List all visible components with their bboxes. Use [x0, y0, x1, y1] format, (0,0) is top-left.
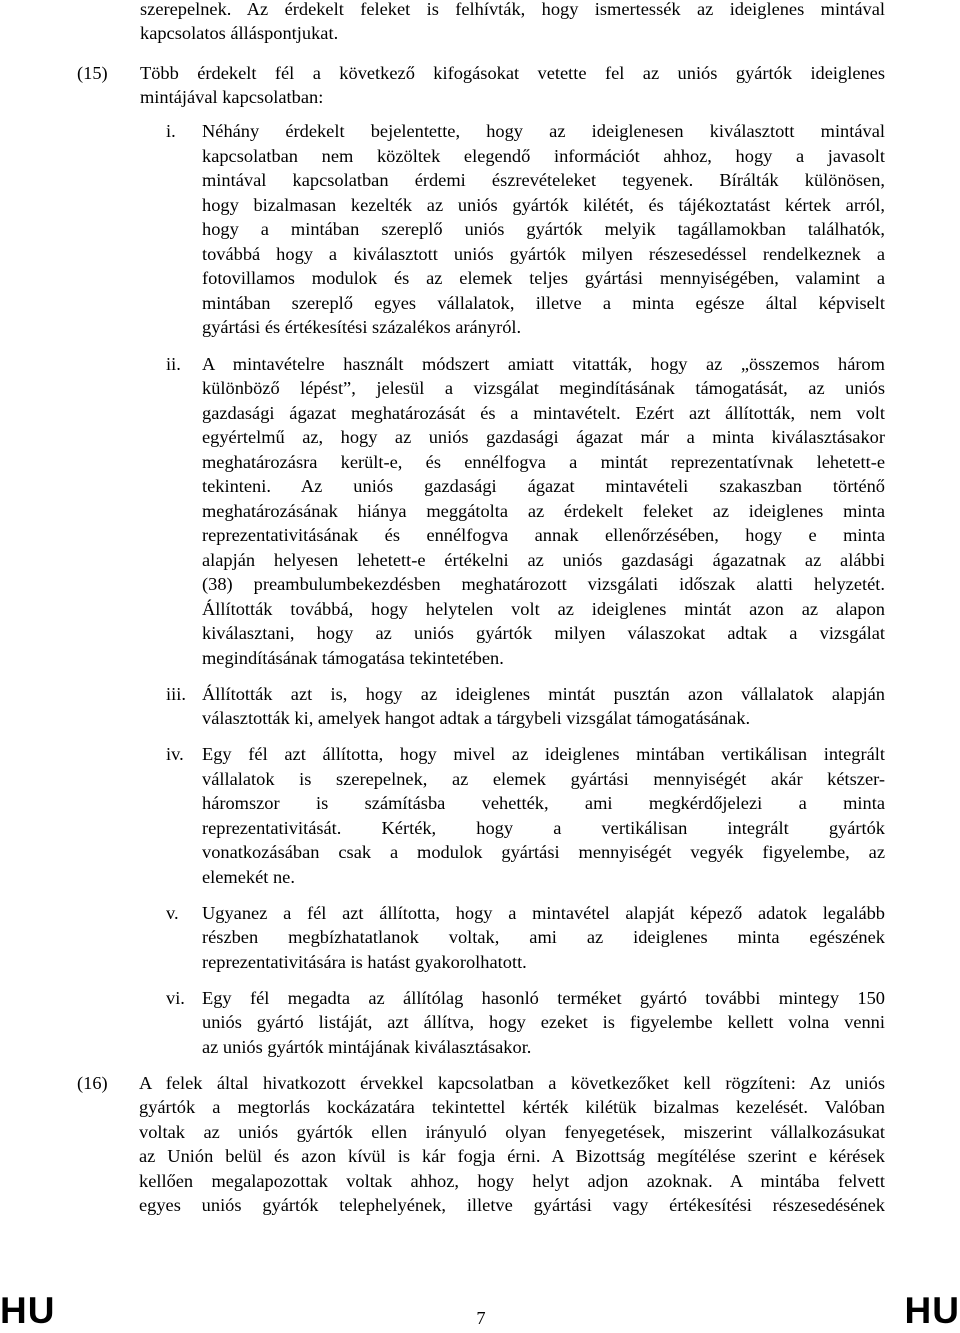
- footer-language-code-right: HU: [904, 1290, 960, 1331]
- item-v-line-3: reprezentativitására is hatást gyakorolhatott.: [202, 952, 527, 972]
- footer-language-code-left: HU: [0, 1290, 56, 1331]
- paragraph-16-line-2: gyártók a megtorlás kockázatára tekintettel kérték kilétük bizalmas kezelését. Valóban: [139, 1097, 885, 1117]
- item-iv-line-5: vonatkozásában csak a modulok gyártási mennyiségét vegyék figyelembe, az: [202, 842, 885, 862]
- item-ii-line-1: A mintavételre használt módszert amiatt vitatták, hogy az „összemos három: [202, 354, 885, 374]
- item-ii-line-5: meghatározásra került-e, és ennélfogva a mintát reprezentatívnak lehetett-e: [202, 452, 885, 472]
- item-ii-line-11: Állították továbbá, hogy helytelen volt az ideiglenes mintát azon az alapon: [202, 599, 885, 619]
- item-i-marker: i.: [166, 121, 176, 141]
- paragraph-16-line-1: A felek által hivatkozott érvekkel kapcsolatban a következőket kell rögzíteni: Az uniós: [139, 1073, 885, 1093]
- item-iv-marker: iv.: [166, 744, 184, 764]
- paragraph-16-line-3: voltak az uniós gyártók ellen irányuló olyan fenyegetések, miszerint vállalkozásukat: [139, 1122, 885, 1142]
- item-i-line-5: hogy a mintában szereplő uniós gyártók melyik tagállamokban találhatók,: [202, 219, 885, 239]
- item-v-line-2: részben megbízhatatlanok voltak, ami az ideiglenes minta egészének: [202, 927, 885, 947]
- item-vi-line-2: uniós gyártó listáját, azt állítva, hogy ezeket is figyelembe kellett volna venni: [202, 1012, 885, 1032]
- item-iii-line-2: választották ki, amelyek hangot adtak a tárgybeli vizsgálat támogatásának.: [202, 708, 751, 728]
- item-i-line-9: gyártási és értékesítési százalékos arányról.: [202, 317, 522, 337]
- item-ii-line-10: (38) preambulumbekezdésben meghatározott vizsgálati időszak alatti helyzetét.: [202, 574, 885, 594]
- item-vi-marker: vi.: [166, 988, 185, 1008]
- item-i-line-1: Néhány érdekelt bejelentette, hogy az ideiglenesen kiválasztott mintával: [202, 121, 885, 141]
- item-iii-line-1: Állították azt is, hogy az ideiglenes mintát pusztán azon vállalatok alapján: [202, 684, 885, 704]
- item-v-marker: v.: [166, 903, 179, 923]
- paragraph-15-number: (15): [77, 63, 108, 83]
- item-iii-marker: iii.: [166, 684, 186, 704]
- item-i-line-4: hogy bizalmasan kezelték az uniós gyártók kilétét, és tájékoztatást kértek arról,: [202, 195, 885, 215]
- item-i-line-7: fotovillamos modulok és az elemek teljes gyártási mennyiségében, valamint a: [202, 268, 885, 288]
- item-i-line-2: kapcsolatban nem közöltek elegendő információt ahhoz, hogy a javasolt: [202, 146, 885, 166]
- intro-line-2: kapcsolatos álláspontjukat.: [140, 23, 339, 43]
- paragraph-16-line-4: az Unión belül és azon kívül is kár fogja érni. A Bizottság megítélése szerint e kérések: [139, 1146, 885, 1166]
- item-iv-line-1: Egy fél azt állította, hogy mivel az ideiglenes mintában vertikálisan integrált: [202, 744, 885, 764]
- item-iv-line-4: reprezentativitását. Kérték, hogy a vertikálisan integrált gyártók: [202, 818, 885, 838]
- item-ii-marker: ii.: [166, 354, 181, 374]
- item-ii-line-3: gazdasági ágazat meghatározását és a mintavételt. Ezért azt állították, nem volt: [202, 403, 885, 423]
- paragraph-15-line-1: Több érdekelt fél a következő kifogásokat vetette fel az uniós gyártók ideiglenes: [140, 63, 885, 83]
- item-ii-line-2: különböző lépést”, jelesül a vizsgálat megindításának támogatását, az uniós: [202, 378, 885, 398]
- item-ii-line-6: tekinteni. Az uniós gazdasági ágazat mintavételi szakaszban történő: [202, 476, 885, 496]
- item-ii-line-9: alapján helyesen lehetett-e értékelni az uniós gazdasági ágazatnak az alábbi: [202, 550, 885, 570]
- footer-page-number: 7: [476, 1308, 486, 1328]
- paragraph-16-number: (16): [77, 1073, 108, 1093]
- item-iv-line-3: háromszor is számításba vehették, ami megkérdőjelezi a minta: [202, 793, 885, 813]
- item-ii-line-13: megindításának támogatása tekintetében.: [202, 648, 504, 668]
- item-v-line-1: Ugyanez a fél azt állította, hogy a mintavétel alapját képező adatok legalább: [202, 903, 885, 923]
- item-i-line-3: mintával kapcsolatban érdemi észrevételeket tegyenek. Bírálták különösen,: [202, 170, 885, 190]
- item-vi-line-3: az uniós gyártók mintájának kiválasztásakor.: [202, 1037, 532, 1057]
- item-ii-line-7: meghatározásának hiánya meggátolta az érdekelt feleket az ideiglenes minta: [202, 501, 885, 521]
- paragraph-15-line-2: mintájával kapcsolatban:: [140, 87, 324, 107]
- item-i-line-6: továbbá hogy a kiválasztott uniós gyártók milyen részesedéssel rendelkeznek a: [202, 244, 885, 264]
- item-iv-line-6: elemekét ne.: [202, 867, 295, 887]
- item-i-line-8: mintában szereplő egyes vállalatok, illetve a minta egésze által képviselt: [202, 293, 885, 313]
- item-iv-line-2: vállalatok is szerepelnek, az elemek gyártási mennyiségét akár kétszer-: [202, 769, 885, 789]
- item-vi-line-1: Egy fél megadta az állítólag hasonló terméket gyártó további mintegy 150: [202, 988, 885, 1008]
- paragraph-16-line-6: egyes uniós gyártók telephelyének, illetve gyártási vagy értékesítési részesedésének: [139, 1195, 885, 1215]
- intro-line-1: szerepelnek. Az érdekelt feleket is felhívták, hogy ismertessék az ideiglenes mintával: [140, 0, 885, 19]
- item-ii-line-8: reprezentativitásának és ennélfogva annak ellenőrzésében, hogy e minta: [202, 525, 885, 545]
- paragraph-16-line-5: kellően megalapozottak voltak ahhoz, hogy helyt adjon azoknak. A mintába felvett: [139, 1171, 885, 1191]
- item-ii-line-12: kiválasztani, hogy az uniós gyártók milyen válaszokat adtak a vizsgálat: [202, 623, 885, 643]
- item-ii-line-4: egyértelmű az, hogy az uniós gazdasági ágazat már a minta kiválasztásakor: [202, 427, 885, 447]
